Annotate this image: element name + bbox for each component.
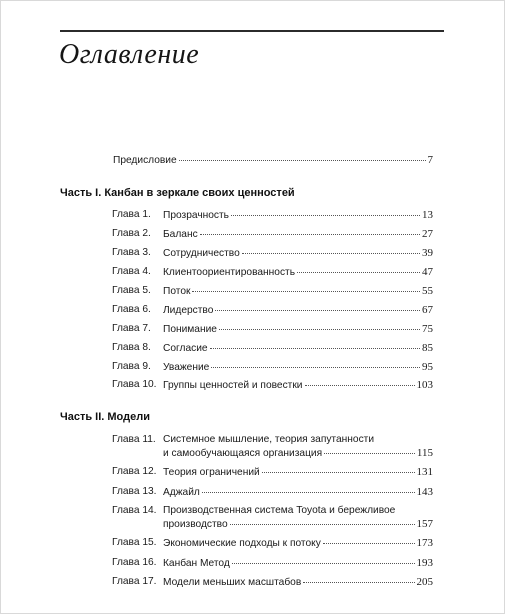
- dot-leader: [200, 234, 420, 235]
- toc-page-number: 157: [416, 518, 433, 530]
- dot-leader: [324, 453, 415, 454]
- chapter-number: Глава 4.: [112, 266, 151, 277]
- toc-entry-label: Понимание: [163, 324, 217, 335]
- toc-page-number: 85: [422, 342, 433, 354]
- toc-entry[interactable]: [163, 537, 433, 550]
- toc-page-number: 47: [422, 266, 433, 278]
- toc-page-number: 27: [422, 228, 433, 240]
- toc-entry-label: Уважение: [163, 362, 210, 373]
- dot-leader: [242, 253, 420, 254]
- dot-leader: [232, 563, 415, 564]
- toc-entry[interactable]: [163, 228, 433, 241]
- dot-leader: [231, 215, 420, 216]
- chapter-number: Глава 1.: [112, 209, 151, 220]
- part-heading: Часть II. Модели: [60, 411, 150, 423]
- toc-entry-label: Лидерство: [163, 305, 214, 316]
- toc-entry[interactable]: [163, 266, 433, 279]
- toc-entry-label: Прозрачность: [163, 210, 229, 221]
- chapter-number: Глава 6.: [112, 304, 151, 315]
- toc-page-number: 13: [422, 209, 433, 221]
- toc-entry[interactable]: [163, 486, 433, 499]
- toc-page-number: 173: [416, 537, 433, 549]
- dot-leader: [323, 543, 415, 544]
- chapter-number: Глава 7.: [112, 323, 151, 334]
- dot-leader: [297, 272, 420, 273]
- toc-entry-label-line1[interactable]: Производственная система Toyota и бережливое: [163, 505, 396, 516]
- dot-leader: [219, 329, 420, 330]
- chapter-number: Глава 15.: [112, 537, 157, 548]
- chapter-number: Глава 3.: [112, 247, 151, 258]
- chapter-number: Глава 10.: [112, 379, 157, 390]
- toc-entry-label: и самообучающаяся организация: [163, 448, 323, 459]
- dot-leader: [179, 160, 426, 161]
- chapter-number: Глава 5.: [112, 285, 151, 296]
- toc-entry-label: Согласие: [163, 343, 208, 354]
- dot-leader: [262, 472, 415, 473]
- toc-page-number: 75: [422, 323, 433, 335]
- toc-entry[interactable]: [163, 576, 433, 589]
- chapter-number: Глава 9.: [112, 361, 151, 372]
- toc-entry-label: Сотрудничество: [163, 248, 240, 259]
- dot-leader: [215, 310, 420, 311]
- dot-leader: [210, 348, 420, 349]
- chapter-number: Глава 16.: [112, 557, 157, 568]
- dot-leader: [303, 582, 414, 583]
- chapter-number: Глава 8.: [112, 342, 151, 353]
- toc-page-number: 115: [416, 447, 433, 459]
- toc-entry[interactable]: [163, 466, 433, 479]
- toc-entry-label: производство: [163, 519, 228, 530]
- dot-leader: [202, 492, 415, 493]
- toc-entry-label: Канбан Метод: [163, 558, 230, 569]
- toc-page-number: 67: [422, 304, 433, 316]
- toc-entry[interactable]: [163, 342, 433, 355]
- toc-entry[interactable]: [163, 247, 433, 260]
- chapter-number: Глава 11.: [112, 434, 156, 445]
- toc-page-number: 131: [416, 466, 433, 478]
- toc-page-number: 103: [416, 379, 433, 391]
- toc-entry[interactable]: [163, 323, 433, 336]
- toc-entry[interactable]: [163, 557, 433, 570]
- dot-leader: [211, 367, 420, 368]
- toc-page-number: 95: [422, 361, 433, 373]
- toc-page-number: 7: [427, 154, 433, 166]
- toc-page-number: 193: [416, 557, 433, 569]
- toc-page-number: 205: [416, 576, 433, 588]
- chapter-number: Глава 2.: [112, 228, 151, 239]
- toc-entry[interactable]: [163, 361, 433, 374]
- toc-entry-label-line1[interactable]: Системное мышление, теория запутанности: [163, 434, 375, 445]
- toc-page-number: 55: [422, 285, 433, 297]
- toc-entry-label: Экономические подходы к потоку: [163, 538, 321, 549]
- toc-entry-label: Группы ценностей и повестки: [163, 380, 303, 391]
- toc-entry-label: Теория ограничений: [163, 467, 260, 478]
- page-title: Оглавление: [59, 39, 200, 70]
- toc-entry-label: Аджайл: [163, 487, 200, 498]
- toc-entry-label: Баланс: [163, 229, 198, 240]
- dot-leader: [192, 291, 420, 292]
- chapter-number: Глава 14.: [112, 505, 157, 516]
- toc-entry-label: Клиентоориентированность: [163, 267, 296, 278]
- toc-entry[interactable]: [163, 285, 433, 298]
- toc-page-number: 143: [416, 486, 433, 498]
- toc-entry-label: Модели меньших масштабов: [163, 577, 302, 588]
- toc-entry-label: Поток: [163, 286, 191, 297]
- chapter-number: Глава 13.: [112, 486, 157, 497]
- dot-leader: [230, 524, 415, 525]
- chapter-number: Глава 12.: [112, 466, 157, 477]
- toc-entry[interactable]: [163, 304, 433, 317]
- toc-entry-label: Предисловие: [113, 155, 177, 166]
- toc-entry[interactable]: [163, 379, 433, 392]
- part-heading: Часть I. Канбан в зеркале своих ценностей: [60, 187, 295, 199]
- chapter-number: Глава 17.: [112, 576, 157, 587]
- toc-page-number: 39: [422, 247, 433, 259]
- toc-entry[interactable]: [163, 447, 433, 460]
- toc-entry[interactable]: [163, 518, 433, 531]
- toc-entry[interactable]: [163, 209, 433, 222]
- dot-leader: [305, 385, 415, 386]
- top-rule: [60, 30, 444, 32]
- toc-entry-preface[interactable]: [113, 154, 433, 167]
